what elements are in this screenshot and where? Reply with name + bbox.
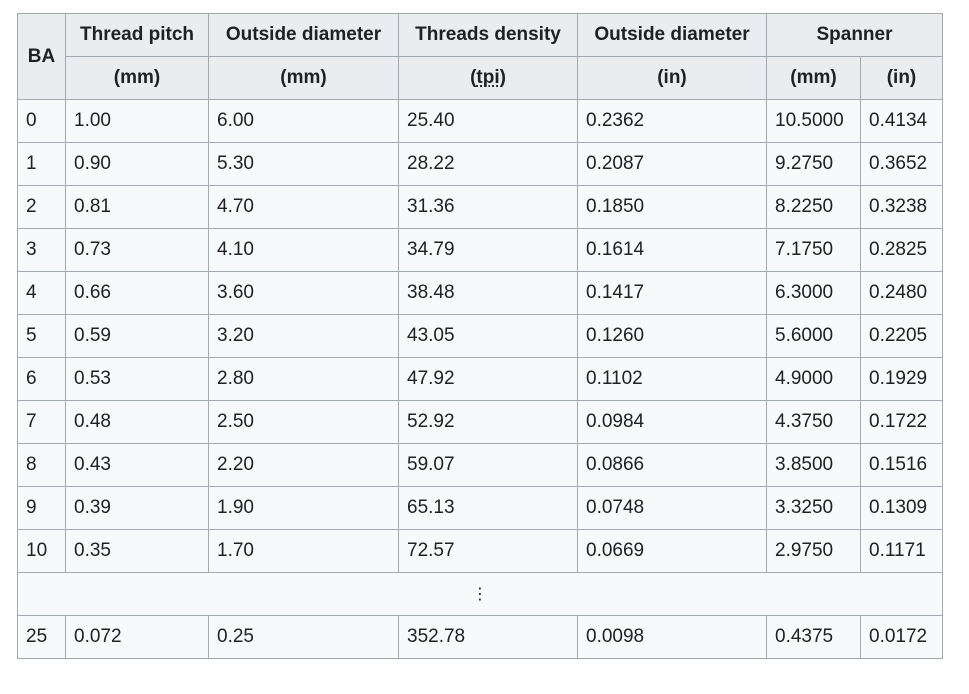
cell-spanner-mm: 4.3750 <box>767 401 861 444</box>
cell-outside-diameter-in: 0.1102 <box>578 358 767 401</box>
cell-threads-density: 59.07 <box>399 444 578 487</box>
cell-thread-pitch: 0.59 <box>66 315 209 358</box>
cell-thread-pitch: 0.35 <box>66 530 209 573</box>
cell-spanner-in: 0.4134 <box>861 100 943 143</box>
cell-spanner-in: 0.2825 <box>861 229 943 272</box>
table-row <box>18 530 943 573</box>
table-row <box>18 315 943 358</box>
cell-outside-diameter-in: 0.2087 <box>578 143 767 186</box>
cell-spanner-mm: 10.5000 <box>767 100 861 143</box>
cell-outside-diameter-in: 0.1260 <box>578 315 767 358</box>
cell-ba: 25 <box>18 616 66 659</box>
table-body <box>18 100 943 659</box>
cell-outside-diameter-mm: 2.50 <box>209 401 399 444</box>
cell-threads-density: 34.79 <box>399 229 578 272</box>
cell-spanner-mm: 0.4375 <box>767 616 861 659</box>
cell-outside-diameter-mm: 3.20 <box>209 315 399 358</box>
cell-outside-diameter-in: 0.0748 <box>578 487 767 530</box>
cell-outside-diameter-mm: 6.00 <box>209 100 399 143</box>
unit-thread-pitch: (mm) <box>66 57 209 100</box>
cell-spanner-in: 0.1171 <box>861 530 943 573</box>
cell-ba: 10 <box>18 530 66 573</box>
cell-threads-density: 43.05 <box>399 315 578 358</box>
header-row-labels <box>18 14 943 57</box>
cell-spanner-mm: 8.2250 <box>767 186 861 229</box>
header-thread-pitch: Thread pitch <box>66 14 209 57</box>
cell-threads-density: 25.40 <box>399 100 578 143</box>
cell-spanner-in: 0.3652 <box>861 143 943 186</box>
header-ba: BA <box>18 14 66 100</box>
table-row-ellipsis <box>18 573 943 616</box>
cell-ba: 0 <box>18 100 66 143</box>
cell-thread-pitch: 0.39 <box>66 487 209 530</box>
cell-outside-diameter-mm: 4.70 <box>209 186 399 229</box>
unit-paren-open: ( <box>470 67 477 88</box>
cell-outside-diameter-mm: 4.10 <box>209 229 399 272</box>
cell-outside-diameter-in: 0.1850 <box>578 186 767 229</box>
table-row <box>18 229 943 272</box>
cell-outside-diameter-mm: 3.60 <box>209 272 399 315</box>
table-row <box>18 487 943 530</box>
unit-paren-close: ) <box>499 67 506 88</box>
ellipsis-cell: ⋮ <box>18 573 943 616</box>
cell-outside-diameter-mm: 0.25 <box>209 616 399 659</box>
cell-outside-diameter-mm: 2.20 <box>209 444 399 487</box>
cell-thread-pitch: 0.072 <box>66 616 209 659</box>
cell-spanner-in: 0.0172 <box>861 616 943 659</box>
cell-spanner-mm: 2.9750 <box>767 530 861 573</box>
unit-threads-density <box>399 57 578 100</box>
cell-ba: 4 <box>18 272 66 315</box>
unit-outside-diameter-in: (in) <box>578 57 767 100</box>
cell-outside-diameter-in: 0.0984 <box>578 401 767 444</box>
cell-spanner-mm: 6.3000 <box>767 272 861 315</box>
ba-thread-table <box>17 13 943 659</box>
cell-thread-pitch: 0.73 <box>66 229 209 272</box>
cell-spanner-mm: 3.3250 <box>767 487 861 530</box>
cell-spanner-mm: 3.8500 <box>767 444 861 487</box>
cell-thread-pitch: 0.53 <box>66 358 209 401</box>
cell-outside-diameter-in: 0.0098 <box>578 616 767 659</box>
cell-ba: 5 <box>18 315 66 358</box>
cell-ba: 8 <box>18 444 66 487</box>
cell-outside-diameter-in: 0.1614 <box>578 229 767 272</box>
cell-outside-diameter-mm: 5.30 <box>209 143 399 186</box>
cell-spanner-mm: 7.1750 <box>767 229 861 272</box>
cell-outside-diameter-mm: 2.80 <box>209 358 399 401</box>
cell-thread-pitch: 0.81 <box>66 186 209 229</box>
cell-threads-density: 31.36 <box>399 186 578 229</box>
cell-ba: 9 <box>18 487 66 530</box>
table-row <box>18 272 943 315</box>
cell-thread-pitch: 1.00 <box>66 100 209 143</box>
cell-spanner-mm: 9.2750 <box>767 143 861 186</box>
unit-spanner-mm: (mm) <box>767 57 861 100</box>
cell-threads-density: 38.48 <box>399 272 578 315</box>
header-outside-diameter-mm: Outside diameter <box>209 14 399 57</box>
cell-thread-pitch: 0.43 <box>66 444 209 487</box>
cell-threads-density: 28.22 <box>399 143 578 186</box>
ba-thread-table-container <box>17 13 943 659</box>
cell-outside-diameter-in: 0.2362 <box>578 100 767 143</box>
cell-outside-diameter-mm: 1.90 <box>209 487 399 530</box>
cell-threads-density: 52.92 <box>399 401 578 444</box>
cell-spanner-mm: 5.6000 <box>767 315 861 358</box>
cell-ba: 6 <box>18 358 66 401</box>
table-row <box>18 143 943 186</box>
cell-threads-density: 72.57 <box>399 530 578 573</box>
cell-spanner-mm: 4.9000 <box>767 358 861 401</box>
cell-thread-pitch: 0.90 <box>66 143 209 186</box>
table-row <box>18 616 943 659</box>
cell-thread-pitch: 0.66 <box>66 272 209 315</box>
cell-outside-diameter-in: 0.0669 <box>578 530 767 573</box>
cell-ba: 2 <box>18 186 66 229</box>
cell-ba: 3 <box>18 229 66 272</box>
cell-threads-density: 47.92 <box>399 358 578 401</box>
cell-thread-pitch: 0.48 <box>66 401 209 444</box>
header-outside-diameter-in: Outside diameter <box>578 14 767 57</box>
header-spanner: Spanner <box>767 14 943 57</box>
cell-ba: 7 <box>18 401 66 444</box>
tpi-abbreviation[interactable]: tpi <box>476 67 500 88</box>
table-row <box>18 100 943 143</box>
table-header <box>18 14 943 100</box>
cell-spanner-in: 0.1309 <box>861 487 943 530</box>
cell-spanner-in: 0.1516 <box>861 444 943 487</box>
header-threads-density: Threads density <box>399 14 578 57</box>
cell-ba: 1 <box>18 143 66 186</box>
cell-spanner-in: 0.3238 <box>861 186 943 229</box>
cell-spanner-in: 0.2480 <box>861 272 943 315</box>
cell-outside-diameter-in: 0.1417 <box>578 272 767 315</box>
cell-outside-diameter-in: 0.0866 <box>578 444 767 487</box>
table-row <box>18 444 943 487</box>
unit-spanner-in: (in) <box>861 57 943 100</box>
table-row <box>18 186 943 229</box>
cell-outside-diameter-mm: 1.70 <box>209 530 399 573</box>
table-row <box>18 401 943 444</box>
cell-threads-density: 352.78 <box>399 616 578 659</box>
unit-outside-diameter-mm: (mm) <box>209 57 399 100</box>
cell-spanner-in: 0.1929 <box>861 358 943 401</box>
table-row <box>18 358 943 401</box>
cell-spanner-in: 0.1722 <box>861 401 943 444</box>
cell-threads-density: 65.13 <box>399 487 578 530</box>
header-row-units <box>18 57 943 100</box>
cell-spanner-in: 0.2205 <box>861 315 943 358</box>
